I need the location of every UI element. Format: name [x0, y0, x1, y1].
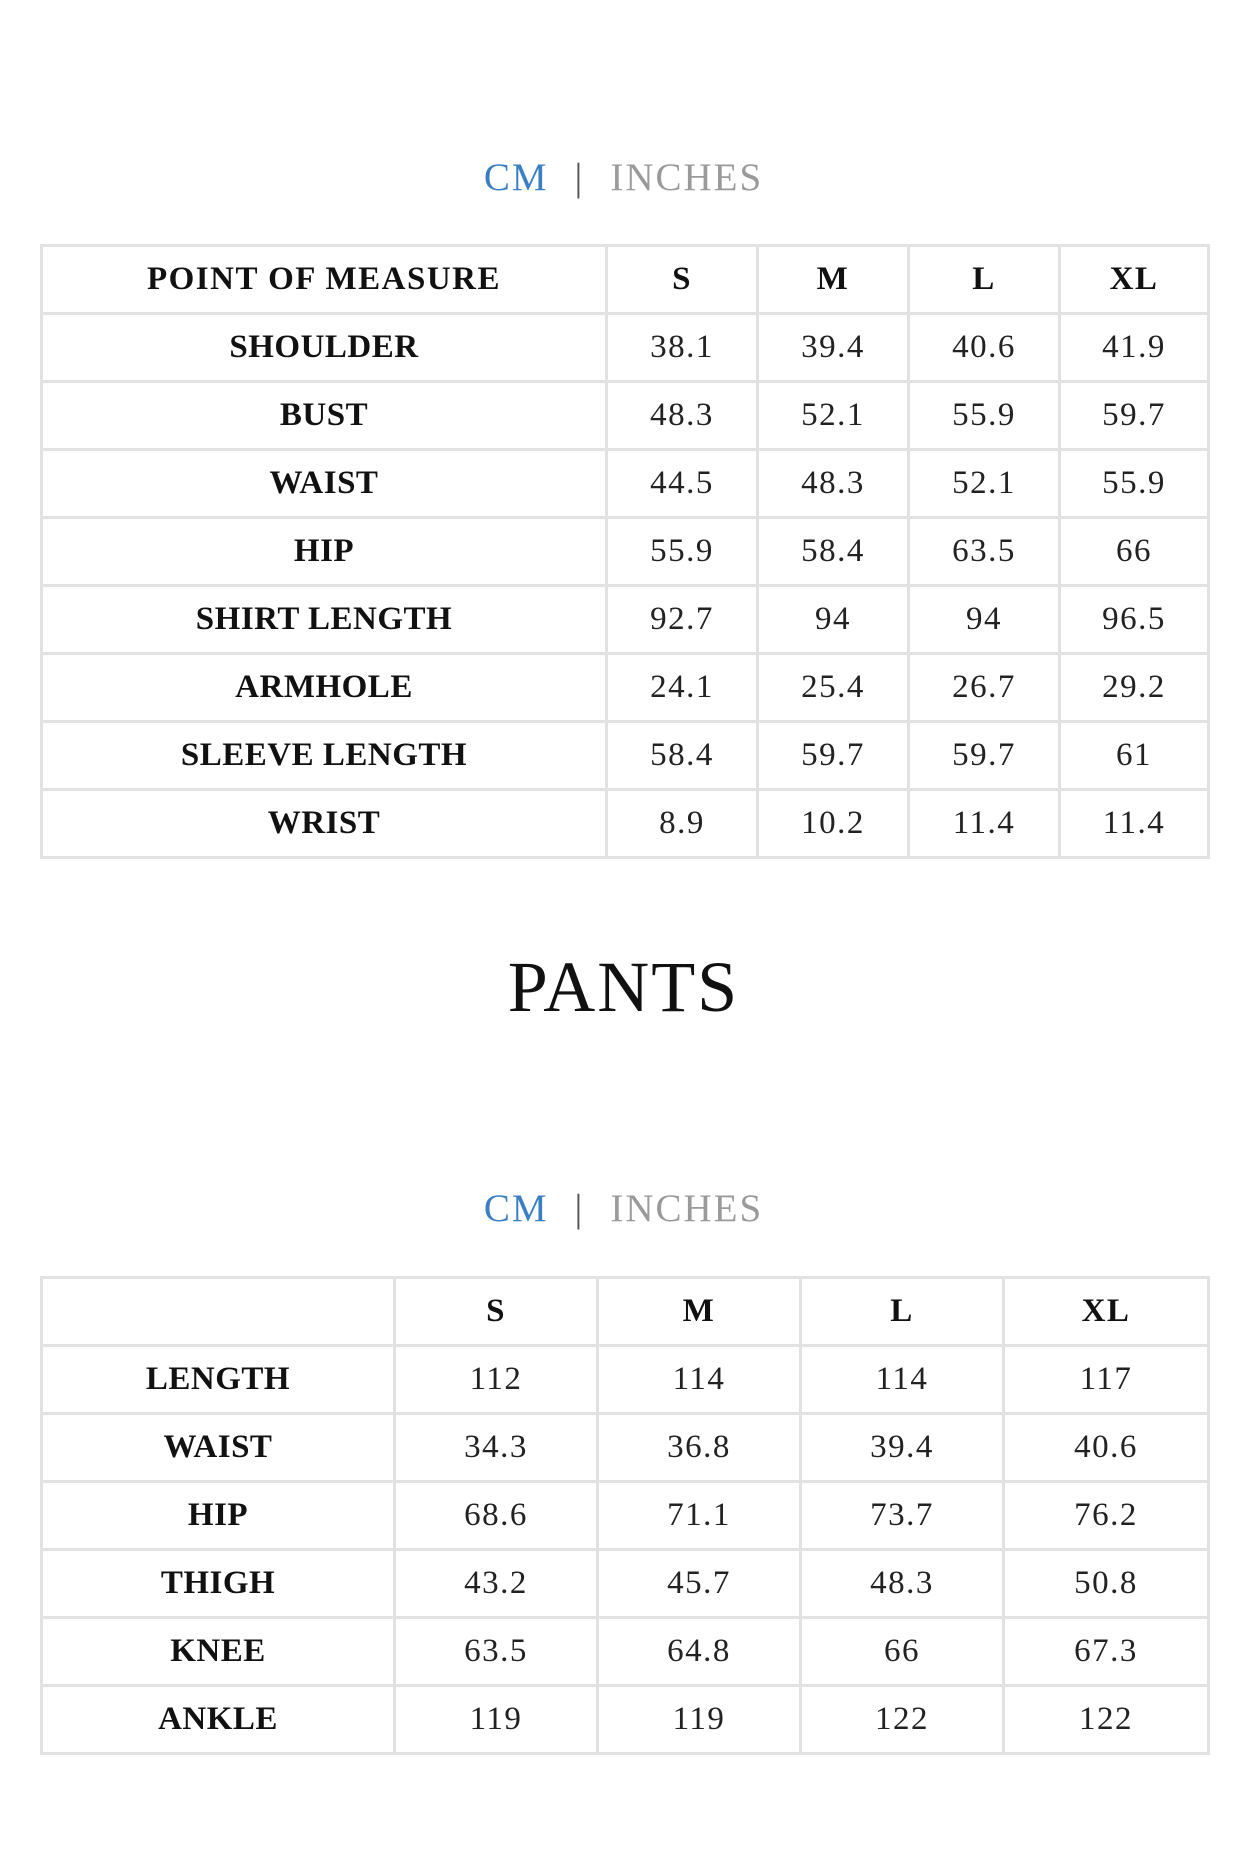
pants-section-title: PANTS: [507, 947, 740, 1027]
measure-value: 114: [801, 1346, 1004, 1414]
measure-value: 50.8: [1004, 1550, 1209, 1618]
measure-value: 55.9: [909, 382, 1060, 450]
measure-value: 68.6: [395, 1482, 598, 1550]
table-row: [42, 1482, 1209, 1550]
measure-value: 76.2: [1004, 1482, 1209, 1550]
measure-label: WAIST: [42, 1414, 395, 1482]
measure-value: 48.3: [758, 450, 909, 518]
measure-value: 67.3: [1004, 1618, 1209, 1686]
shirt-unit-toggle: [0, 153, 1247, 203]
measure-value: 117: [1004, 1346, 1209, 1414]
measure-label: WAIST: [42, 450, 607, 518]
measure-label: KNEE: [42, 1618, 395, 1686]
measure-value: 66: [1060, 518, 1209, 586]
table-row: [42, 1686, 1209, 1754]
measure-value: 8.9: [607, 790, 758, 858]
measure-label: ANKLE: [42, 1686, 395, 1754]
measure-value: 61: [1060, 722, 1209, 790]
measure-value: 39.4: [758, 314, 909, 382]
measure-label: SHOULDER: [42, 314, 607, 382]
measure-value: 58.4: [758, 518, 909, 586]
measure-value: 48.3: [607, 382, 758, 450]
measure-value: 45.7: [598, 1550, 801, 1618]
measure-value: 63.5: [395, 1618, 598, 1686]
measure-value: 40.6: [1004, 1414, 1209, 1482]
measure-label: HIP: [42, 1482, 395, 1550]
measure-value: 64.8: [598, 1618, 801, 1686]
measure-label: SLEEVE LENGTH: [42, 722, 607, 790]
shirt-header-size-l: L: [909, 246, 1060, 314]
measure-value: 59.7: [909, 722, 1060, 790]
measure-value: 36.8: [598, 1414, 801, 1482]
shirt-header-size-s: S: [607, 246, 758, 314]
measure-value: 55.9: [1060, 450, 1209, 518]
table-row: [42, 1618, 1209, 1686]
measure-label: THIGH: [42, 1550, 395, 1618]
shirt-size-table: [40, 244, 1210, 859]
shirt-header-row: [42, 246, 1209, 314]
pants-unit-separator: |: [574, 1187, 585, 1230]
table-row: [42, 586, 1209, 654]
measure-value: 59.7: [758, 722, 909, 790]
pants-header-size-l: L: [801, 1278, 1004, 1346]
table-row: [42, 1414, 1209, 1482]
measure-value: 66: [801, 1618, 1004, 1686]
measure-value: 34.3: [395, 1414, 598, 1482]
table-row: [42, 314, 1209, 382]
pants-inches-option[interactable]: INCHES: [610, 1187, 764, 1230]
measure-value: 122: [1004, 1686, 1209, 1754]
measure-value: 112: [395, 1346, 598, 1414]
measure-value: 44.5: [607, 450, 758, 518]
table-row: [42, 382, 1209, 450]
measure-value: 96.5: [1060, 586, 1209, 654]
pants-unit-toggle: [0, 1184, 1247, 1234]
measure-value: 55.9: [607, 518, 758, 586]
pants-header-size-s: S: [395, 1278, 598, 1346]
measure-label: SHIRT LENGTH: [42, 586, 607, 654]
measure-value: 52.1: [909, 450, 1060, 518]
shirt-unit-separator: |: [574, 156, 585, 199]
pants-header-row: [42, 1278, 1209, 1346]
measure-value: 24.1: [607, 654, 758, 722]
measure-value: 11.4: [909, 790, 1060, 858]
measure-value: 119: [598, 1686, 801, 1754]
measure-value: 63.5: [909, 518, 1060, 586]
pants-header-size-m: M: [598, 1278, 801, 1346]
pants-header-blank: [42, 1278, 395, 1346]
measure-value: 43.2: [395, 1550, 598, 1618]
pants-cm-option[interactable]: CM: [483, 1187, 549, 1230]
measure-value: 94: [758, 586, 909, 654]
measure-value: 73.7: [801, 1482, 1004, 1550]
measure-value: 41.9: [1060, 314, 1209, 382]
shirt-cm-option[interactable]: CM: [483, 156, 549, 199]
measure-label: WRIST: [42, 790, 607, 858]
table-row: [42, 1346, 1209, 1414]
measure-label: HIP: [42, 518, 607, 586]
measure-value: 52.1: [758, 382, 909, 450]
shirt-header-size-xl: XL: [1060, 246, 1209, 314]
measure-value: 39.4: [801, 1414, 1004, 1482]
measure-value: 92.7: [607, 586, 758, 654]
table-row: [42, 1550, 1209, 1618]
measure-value: 122: [801, 1686, 1004, 1754]
measure-value: 38.1: [607, 314, 758, 382]
measure-label: ARMHOLE: [42, 654, 607, 722]
measure-value: 11.4: [1060, 790, 1209, 858]
measure-value: 59.7: [1060, 382, 1209, 450]
pants-size-table: [40, 1276, 1210, 1755]
table-row: [42, 790, 1209, 858]
measure-value: 48.3: [801, 1550, 1004, 1618]
shirt-header-size-m: M: [758, 246, 909, 314]
measure-label: LENGTH: [42, 1346, 395, 1414]
measure-value: 10.2: [758, 790, 909, 858]
pants-header-size-xl: XL: [1004, 1278, 1209, 1346]
measure-value: 119: [395, 1686, 598, 1754]
measure-value: 25.4: [758, 654, 909, 722]
shirt-header-point-of-measure: POINT OF MEASURE: [42, 246, 607, 314]
measure-value: 58.4: [607, 722, 758, 790]
measure-value: 71.1: [598, 1482, 801, 1550]
measure-value: 29.2: [1060, 654, 1209, 722]
shirt-inches-option[interactable]: INCHES: [610, 156, 764, 199]
table-row: [42, 450, 1209, 518]
measure-value: 114: [598, 1346, 801, 1414]
measure-label: BUST: [42, 382, 607, 450]
measure-value: 94: [909, 586, 1060, 654]
table-row: [42, 722, 1209, 790]
table-row: [42, 654, 1209, 722]
measure-value: 26.7: [909, 654, 1060, 722]
table-row: [42, 518, 1209, 586]
measure-value: 40.6: [909, 314, 1060, 382]
